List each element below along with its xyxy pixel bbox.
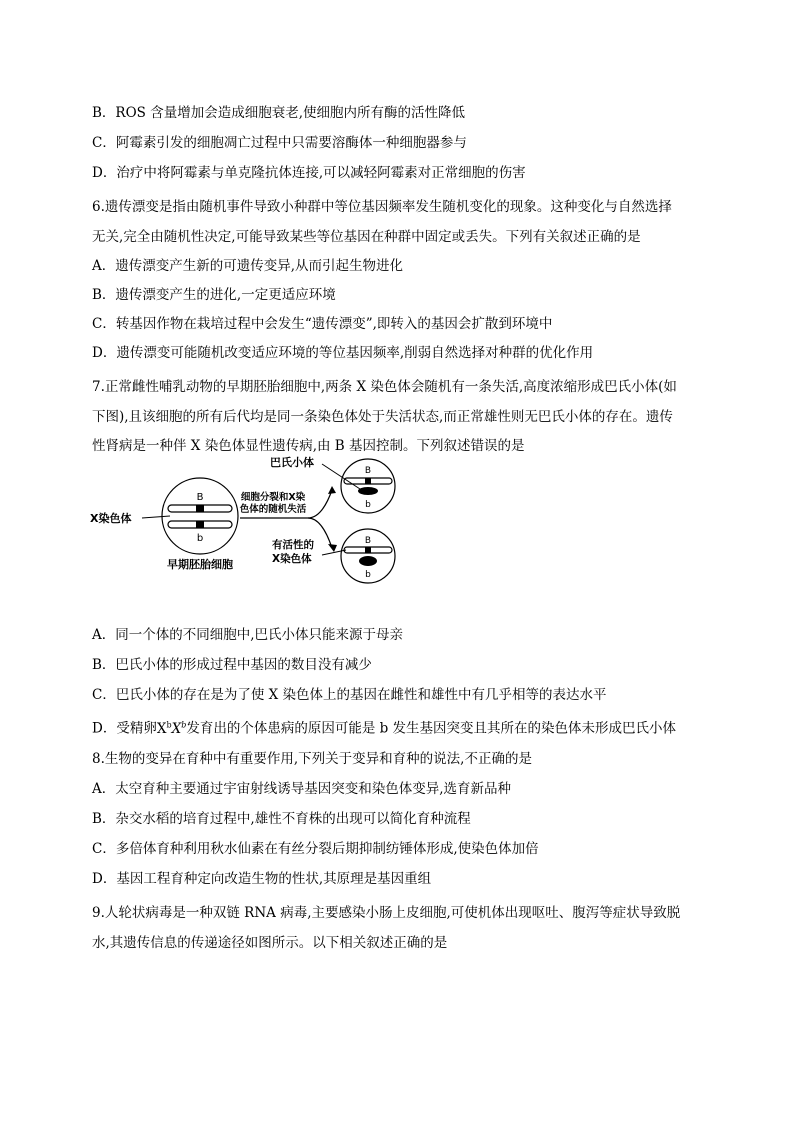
q6-option-d: D．遗传漂变可能随机改变适应环境的等位基因频率,削弱自然选择对种群的优化作用 (92, 345, 594, 361)
q9-stem-line1: 9.人轮状病毒是一种双链 RNA 病毒,主要感染小肠上皮细胞,可使机体出现呕吐、腹泻等症状导致脱 (92, 905, 681, 921)
q7-stem-line2: 下图),且该细胞的所有后代均是同一条染色体处于失活状态,而正常雄性则无巴氏小体的存在。遗传 (92, 409, 673, 425)
q7-option-d (92, 716, 676, 738)
upper-gene-b-label: b (365, 500, 371, 510)
lower-gene-B-label: B (364, 536, 372, 546)
x-chromosome-label: X染色体 (90, 512, 132, 525)
q5-option-c: C．阿霉素引发的细胞凋亡过程中只需要溶酶体一种细胞器参与 (92, 135, 467, 151)
q8-option-c: C．多倍体育种利用秋水仙素在有丝分裂后期抑制纺锤体形成,使染色体加倍 (92, 841, 539, 857)
barr-body-lower (359, 556, 377, 566)
q6-option-c: C．转基因作物在栽培过程中会发生“遗传漂变”,即转入的基因会扩散到环境中 (92, 316, 553, 332)
barr-body-upper (358, 487, 378, 495)
active-x-label-line2: X染色体 (272, 553, 312, 565)
q7-option-a: A．同一个体的不同细胞中,巴氏小体只能来源于母亲 (92, 627, 404, 643)
q8-option-b: B．杂交水稻的培育过程中,雄性不育株的出现可以简化育种流程 (92, 811, 471, 827)
lower-b-band (365, 547, 371, 553)
arrow-up-head (328, 486, 336, 494)
lower-gene-b-label: b (365, 570, 371, 580)
active-x-label-line1: 有活性的 (272, 539, 314, 551)
q6-stem-line1: 6.遗传漂变是指由随机事件导致小种群中等位基因频率发生随机变化的现象。这种变化与自然选择 (92, 199, 672, 215)
barr-body-label: 巴氏小体 (270, 456, 314, 469)
arrow-label-line2: 色体的随机失活 (239, 504, 307, 515)
q7-stem-line3: 性肾病是一种伴 X 染色体显性遗传病,由 B 基因控制。下列叙述错误的是 (92, 438, 525, 454)
q7-stem-line1: 7.正常雌性哺乳动物的早期胚胎细胞中,两条 X 染色体会随机有一条失活,高度浓缩形成巴氏小体(如 (92, 379, 677, 395)
q8-stem: 8.生物的变异在育种中有重要作用,下列关于变异和育种的说法,不正确的是 (92, 751, 532, 767)
x-label-pointer (142, 516, 170, 518)
gene-b-label: b (196, 533, 204, 544)
arrow-up-branch (308, 490, 332, 518)
q8-option-a: A．太空育种主要通过宇宙射线诱导基因突变和染色体变异,选育新品种 (92, 781, 512, 797)
gene-b-band (196, 521, 204, 528)
q6-stem-line2: 无关,完全由随机性决定,可能导致某些等位基因在种群中固定或丢失。下列有关叙述正确的是 (92, 229, 641, 245)
early-cell-label: 早期胚胎细胞 (167, 558, 233, 571)
q7-option-c: C．巴氏小体的存在是为了使 X 染色体上的基因在雌性和雄性中有几乎相等的表达水平 (92, 687, 607, 703)
q9-stem-line2: 水,其遗传信息的传递途径如图所示。以下相关叙述正确的是 (92, 935, 448, 951)
genotype-notation: $X^bX^b$ (156, 720, 187, 737)
q5-option-d: D．治疗中将阿霉素与单克隆抗体连接,可以减轻阿霉素对正常细胞的伤害 (92, 165, 526, 181)
q6-option-a: A．遗传漂变产生新的可遗传变异,从而引起生物进化 (92, 258, 404, 274)
upper-B-band (365, 478, 371, 484)
q6-option-b: B．遗传漂变产生的进化,一定更适应环境 (92, 287, 336, 303)
upper-gene-B-label: B (364, 466, 372, 476)
q7-option-b: B．巴氏小体的形成过程中基因的数目没有减少 (92, 657, 372, 673)
q7-option-d-rest: 发育出的个体患病的原因可能是 b 发生基因突变且其所在的染色体未形成巴氏小体 (186, 720, 677, 737)
q8-option-d: D．基因工程育种定向改造生物的性状,其原理是基因重组 (92, 871, 432, 887)
barr-body-figure (90, 456, 430, 586)
gene-B-label: B (196, 492, 204, 503)
gene-B-band (196, 505, 204, 512)
q7-option-d-prefix: D．受精卵 (92, 720, 157, 737)
arrow-down-head (328, 544, 337, 552)
q5-option-b: B．ROS 含量增加会造成细胞衰老,使细胞内所有酶的活性降低 (92, 105, 465, 121)
arrow-label-line1: 细胞分裂和X染 (240, 492, 306, 503)
